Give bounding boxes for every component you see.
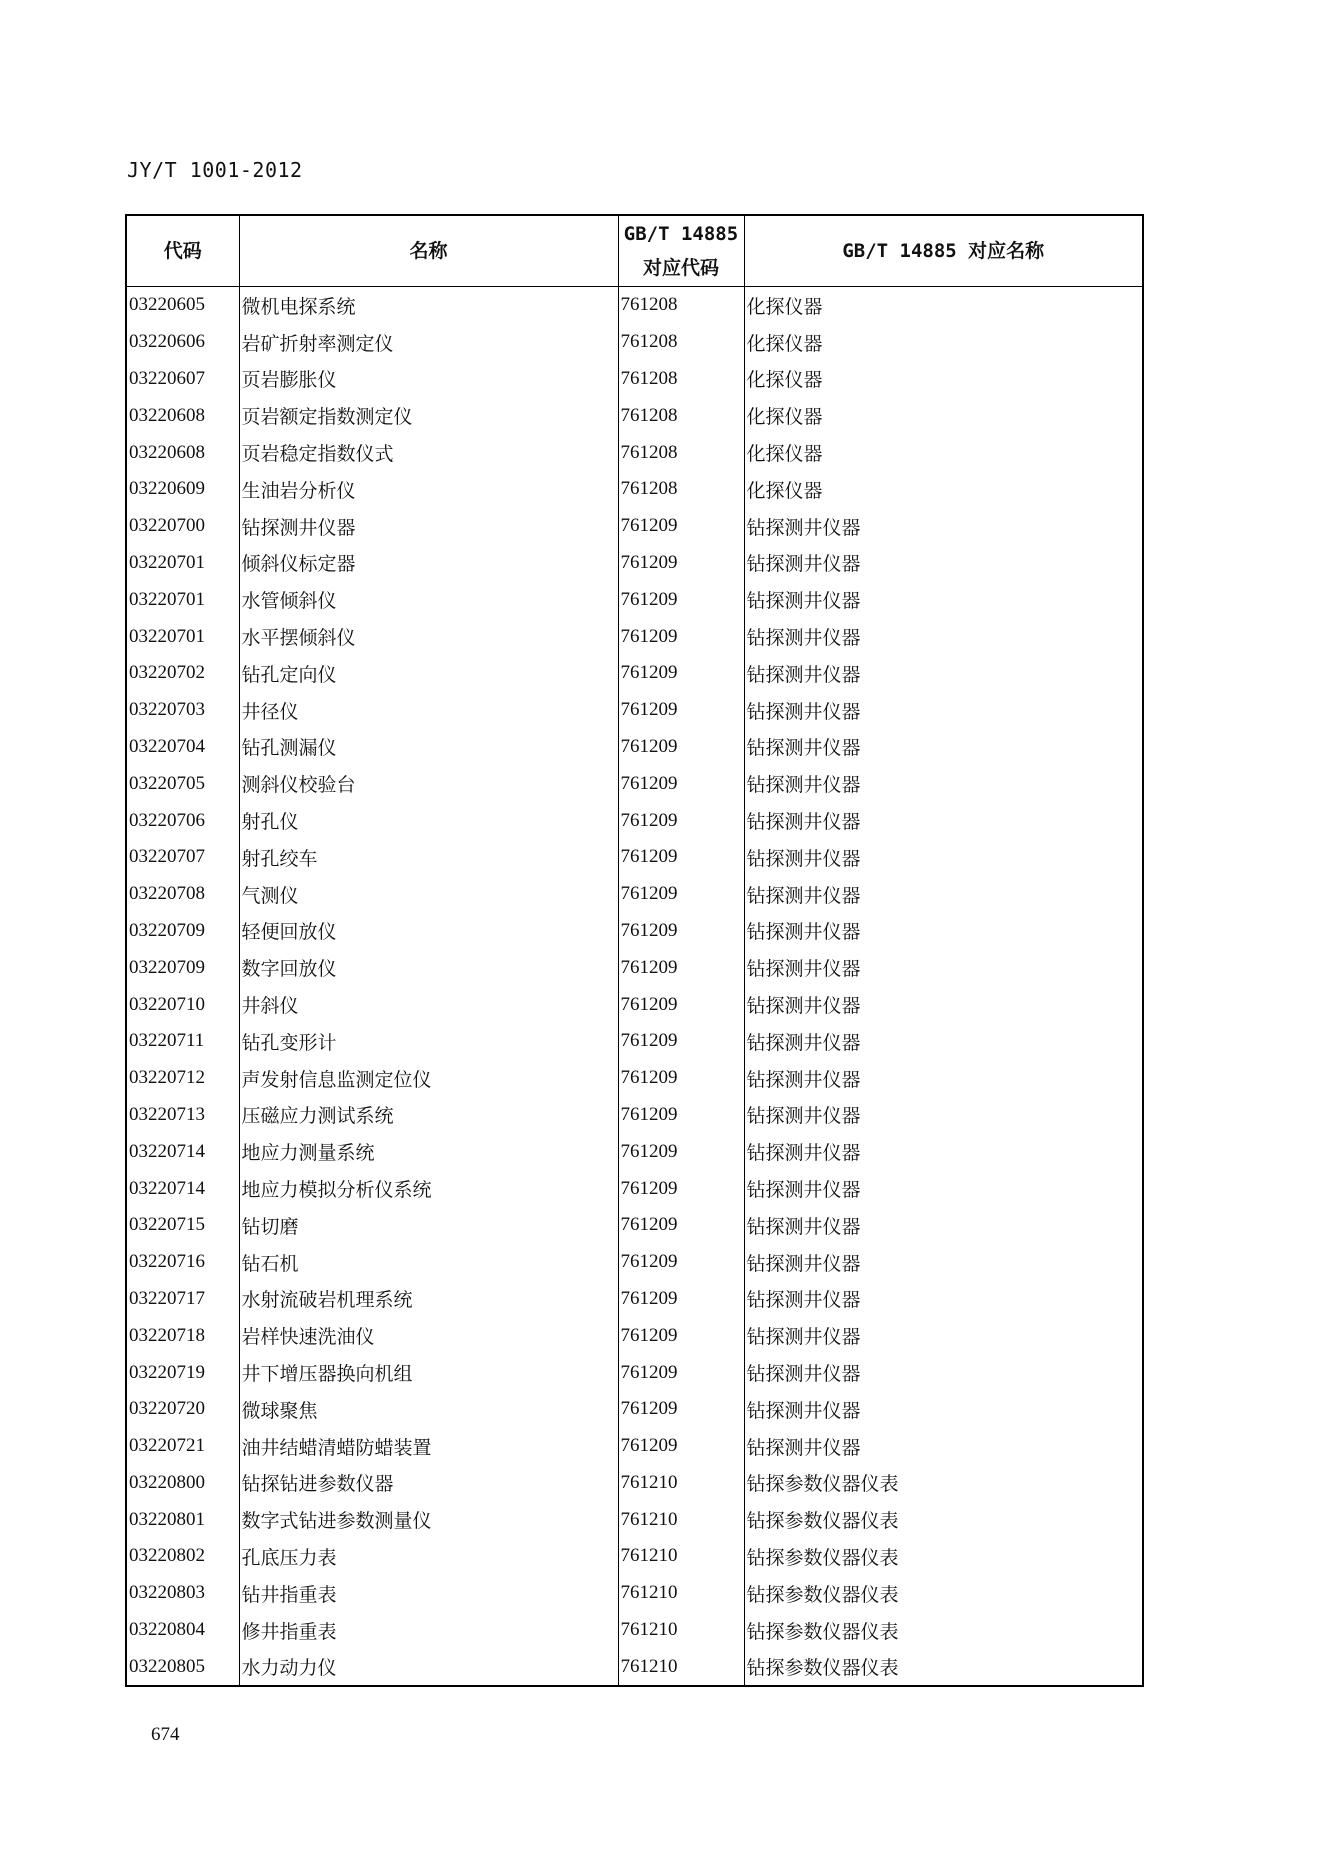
cell-name: 岩矿折射率测定仪: [239, 324, 618, 361]
cell-name: 钻探钻进参数仪器: [239, 1465, 618, 1502]
cell-gbt-name: 钻探测井仪器: [744, 729, 1143, 766]
table-row: [126, 1391, 1143, 1428]
cell-code: 03220708: [126, 876, 239, 913]
cell-gbt-name: 钻探测井仪器: [744, 765, 1143, 802]
cell-code: 03220715: [126, 1207, 239, 1244]
cell-gbt-code: 761210: [618, 1612, 744, 1649]
cell-gbt-name: 钻探测井仪器: [744, 618, 1143, 655]
cell-code: 03220800: [126, 1465, 239, 1502]
cell-name: 轻便回放仪: [239, 913, 618, 950]
column-header-code: 代码: [126, 215, 239, 287]
cell-gbt-code: 761209: [618, 765, 744, 802]
table-row: [126, 471, 1143, 508]
cell-gbt-code: 761209: [618, 949, 744, 986]
cell-name: 地应力测量系统: [239, 1133, 618, 1170]
table-row: [126, 508, 1143, 545]
cell-gbt-code: 761209: [618, 1170, 744, 1207]
table-row: [126, 1538, 1143, 1575]
table-row: [126, 397, 1143, 434]
cell-name: 地应力模拟分析仪系统: [239, 1170, 618, 1207]
cell-name: 井径仪: [239, 692, 618, 729]
cell-gbt-code: 761210: [618, 1575, 744, 1612]
cell-gbt-code: 761208: [618, 361, 744, 398]
cell-name: 岩样快速洗油仪: [239, 1317, 618, 1354]
cell-gbt-code: 761209: [618, 876, 744, 913]
cell-name: 页岩膨胀仪: [239, 361, 618, 398]
cell-gbt-name: 钻探测井仪器: [744, 1281, 1143, 1318]
cell-name: 孔底压力表: [239, 1538, 618, 1575]
cell-code: 03220803: [126, 1575, 239, 1612]
cell-gbt-code: 761208: [618, 324, 744, 361]
table-row: [126, 655, 1143, 692]
cell-gbt-code: 761209: [618, 618, 744, 655]
table-row: [126, 434, 1143, 471]
cell-gbt-name: 钻探测井仪器: [744, 1428, 1143, 1465]
cell-name: 水平摆倾斜仪: [239, 618, 618, 655]
cell-gbt-code: 761209: [618, 581, 744, 618]
table-row: [126, 618, 1143, 655]
table-row: [126, 1133, 1143, 1170]
cell-gbt-code: 761209: [618, 913, 744, 950]
table-row: [126, 545, 1143, 582]
cell-gbt-name: 钻探测井仪器: [744, 876, 1143, 913]
code-table: [125, 214, 1144, 1687]
cell-name: 数字回放仪: [239, 949, 618, 986]
cell-name: 微球聚焦: [239, 1391, 618, 1428]
cell-name: 生油岩分析仪: [239, 471, 618, 508]
cell-code: 03220709: [126, 949, 239, 986]
cell-code: 03220713: [126, 1097, 239, 1134]
cell-name: 钻井指重表: [239, 1575, 618, 1612]
cell-name: 修井指重表: [239, 1612, 618, 1649]
cell-gbt-name: 钻探测井仪器: [744, 1391, 1143, 1428]
cell-code: 03220709: [126, 913, 239, 950]
cell-code: 03220607: [126, 361, 239, 398]
cell-gbt-name: 钻探参数仪器仪表: [744, 1648, 1143, 1686]
cell-name: 钻孔测漏仪: [239, 729, 618, 766]
table-row: [126, 1648, 1143, 1686]
cell-name: 油井结蜡清蜡防蜡装置: [239, 1428, 618, 1465]
table-row: [126, 1354, 1143, 1391]
cell-code: 03220714: [126, 1133, 239, 1170]
table-row: [126, 1023, 1143, 1060]
cell-gbt-code: 761209: [618, 1133, 744, 1170]
cell-gbt-code: 761209: [618, 1281, 744, 1318]
standard-code-header: JY/T 1001-2012: [127, 158, 303, 182]
cell-code: 03220721: [126, 1428, 239, 1465]
column-header-name: 名称: [239, 215, 618, 287]
cell-gbt-name: 钻探测井仪器: [744, 1170, 1143, 1207]
cell-name: 钻孔变形计: [239, 1023, 618, 1060]
cell-gbt-name: 钻探测井仪器: [744, 839, 1143, 876]
table-row: [126, 1097, 1143, 1134]
cell-code: 03220801: [126, 1501, 239, 1538]
table-row: [126, 876, 1143, 913]
cell-name: 声发射信息监测定位仪: [239, 1060, 618, 1097]
cell-gbt-name: 钻探测井仪器: [744, 949, 1143, 986]
cell-gbt-name: 钻探参数仪器仪表: [744, 1465, 1143, 1502]
table-row: [126, 692, 1143, 729]
table-row: [126, 324, 1143, 361]
table-row: [126, 1244, 1143, 1281]
cell-code: 03220720: [126, 1391, 239, 1428]
cell-gbt-code: 761210: [618, 1648, 744, 1686]
cell-code: 03220703: [126, 692, 239, 729]
cell-gbt-name: 钻探测井仪器: [744, 1097, 1143, 1134]
table-row: [126, 1170, 1143, 1207]
cell-gbt-name: 钻探测井仪器: [744, 1354, 1143, 1391]
cell-gbt-name: 钻探测井仪器: [744, 581, 1143, 618]
cell-code: 03220805: [126, 1648, 239, 1686]
cell-code: 03220711: [126, 1023, 239, 1060]
cell-code: 03220717: [126, 1281, 239, 1318]
cell-gbt-code: 761208: [618, 434, 744, 471]
cell-name: 倾斜仪标定器: [239, 545, 618, 582]
cell-gbt-code: 761209: [618, 1244, 744, 1281]
cell-gbt-code: 761208: [618, 287, 744, 324]
cell-gbt-name: 化探仪器: [744, 361, 1143, 398]
cell-code: 03220804: [126, 1612, 239, 1649]
cell-gbt-name: 钻探测井仪器: [744, 545, 1143, 582]
cell-name: 水管倾斜仪: [239, 581, 618, 618]
table-row: [126, 949, 1143, 986]
table-header-row: [126, 215, 1143, 287]
column-header-gbt-name: GB/T 14885 对应名称: [744, 215, 1143, 287]
table-row: [126, 1060, 1143, 1097]
table-row: [126, 1575, 1143, 1612]
cell-name: 气测仪: [239, 876, 618, 913]
cell-name: 钻石机: [239, 1244, 618, 1281]
table-row: [126, 1428, 1143, 1465]
cell-gbt-name: 钻探测井仪器: [744, 655, 1143, 692]
cell-gbt-code: 761209: [618, 1023, 744, 1060]
cell-gbt-name: 钻探参数仪器仪表: [744, 1501, 1143, 1538]
cell-name: 页岩额定指数测定仪: [239, 397, 618, 434]
cell-gbt-code: 761209: [618, 1428, 744, 1465]
cell-name: 钻探测井仪器: [239, 508, 618, 545]
cell-gbt-name: 化探仪器: [744, 471, 1143, 508]
cell-gbt-name: 化探仪器: [744, 434, 1143, 471]
cell-name: 射孔仪: [239, 802, 618, 839]
cell-code: 03220608: [126, 434, 239, 471]
cell-code: 03220707: [126, 839, 239, 876]
cell-gbt-name: 钻探测井仪器: [744, 986, 1143, 1023]
cell-gbt-code: 761209: [618, 545, 744, 582]
cell-gbt-code: 761209: [618, 1354, 744, 1391]
column-header-gbt-code-line1: GB/T 14885: [623, 223, 739, 245]
cell-code: 03220608: [126, 397, 239, 434]
cell-gbt-name: 钻探测井仪器: [744, 1207, 1143, 1244]
cell-gbt-code: 761208: [618, 397, 744, 434]
table-row: [126, 765, 1143, 802]
cell-gbt-name: 化探仪器: [744, 397, 1143, 434]
cell-gbt-name: 钻探测井仪器: [744, 1023, 1143, 1060]
cell-name: 钻切磨: [239, 1207, 618, 1244]
table-row: [126, 1612, 1143, 1649]
cell-name: 测斜仪校验台: [239, 765, 618, 802]
cell-gbt-code: 761209: [618, 729, 744, 766]
cell-name: 井斜仪: [239, 986, 618, 1023]
cell-name: 水射流破岩机理系统: [239, 1281, 618, 1318]
cell-code: 03220706: [126, 802, 239, 839]
table-body: [126, 287, 1143, 1687]
cell-gbt-name: 钻探参数仪器仪表: [744, 1575, 1143, 1612]
cell-gbt-name: 化探仪器: [744, 287, 1143, 324]
cell-gbt-code: 761209: [618, 802, 744, 839]
cell-gbt-code: 761210: [618, 1465, 744, 1502]
cell-code: 03220705: [126, 765, 239, 802]
cell-gbt-name: 钻探参数仪器仪表: [744, 1538, 1143, 1575]
cell-gbt-name: 钻探测井仪器: [744, 1244, 1143, 1281]
table-row: [126, 1501, 1143, 1538]
table-row: [126, 287, 1143, 324]
table-row: [126, 1317, 1143, 1354]
table-row: [126, 1281, 1143, 1318]
cell-gbt-code: 761209: [618, 508, 744, 545]
cell-name: 水力动力仪: [239, 1648, 618, 1686]
cell-gbt-code: 761209: [618, 986, 744, 1023]
cell-gbt-code: 761208: [618, 471, 744, 508]
cell-name: 压磁应力测试系统: [239, 1097, 618, 1134]
cell-name: 微机电探系统: [239, 287, 618, 324]
cell-gbt-name: 钻探参数仪器仪表: [744, 1612, 1143, 1649]
table-row: [126, 1465, 1143, 1502]
cell-code: 03220700: [126, 508, 239, 545]
cell-code: 03220701: [126, 581, 239, 618]
cell-code: 03220609: [126, 471, 239, 508]
table-row: [126, 1207, 1143, 1244]
cell-name: 井下增压器换向机组: [239, 1354, 618, 1391]
cell-code: 03220719: [126, 1354, 239, 1391]
cell-code: 03220802: [126, 1538, 239, 1575]
cell-gbt-code: 761210: [618, 1501, 744, 1538]
cell-gbt-name: 钻探测井仪器: [744, 508, 1143, 545]
cell-code: 03220702: [126, 655, 239, 692]
column-header-gbt-code: [618, 215, 744, 287]
table-row: [126, 839, 1143, 876]
table-row: [126, 802, 1143, 839]
cell-gbt-name: 钻探测井仪器: [744, 913, 1143, 950]
cell-gbt-code: 761209: [618, 1097, 744, 1134]
cell-name: 页岩稳定指数仪式: [239, 434, 618, 471]
cell-name: 射孔绞车: [239, 839, 618, 876]
cell-code: 03220606: [126, 324, 239, 361]
cell-gbt-name: 钻探测井仪器: [744, 1317, 1143, 1354]
cell-gbt-code: 761209: [618, 655, 744, 692]
table-row: [126, 913, 1143, 950]
cell-code: 03220714: [126, 1170, 239, 1207]
cell-code: 03220718: [126, 1317, 239, 1354]
table-row: [126, 729, 1143, 766]
cell-code: 03220701: [126, 545, 239, 582]
cell-name: 钻孔定向仪: [239, 655, 618, 692]
cell-gbt-code: 761209: [618, 839, 744, 876]
cell-gbt-name: 钻探测井仪器: [744, 692, 1143, 729]
cell-gbt-code: 761209: [618, 692, 744, 729]
page-number: 674: [151, 1724, 180, 1745]
cell-gbt-name: 钻探测井仪器: [744, 1133, 1143, 1170]
column-header-gbt-code-line2: 对应代码: [642, 257, 719, 279]
cell-code: 03220712: [126, 1060, 239, 1097]
cell-name: 数字式钻进参数测量仪: [239, 1501, 618, 1538]
cell-code: 03220710: [126, 986, 239, 1023]
cell-gbt-code: 761209: [618, 1207, 744, 1244]
cell-gbt-code: 761209: [618, 1317, 744, 1354]
cell-gbt-code: 761209: [618, 1391, 744, 1428]
cell-gbt-name: 化探仪器: [744, 324, 1143, 361]
table-row: [126, 986, 1143, 1023]
cell-gbt-name: 钻探测井仪器: [744, 802, 1143, 839]
cell-gbt-code: 761210: [618, 1538, 744, 1575]
table-row: [126, 361, 1143, 398]
cell-code: 03220605: [126, 287, 239, 324]
cell-code: 03220701: [126, 618, 239, 655]
cell-gbt-name: 钻探测井仪器: [744, 1060, 1143, 1097]
cell-gbt-code: 761209: [618, 1060, 744, 1097]
cell-code: 03220704: [126, 729, 239, 766]
table-row: [126, 581, 1143, 618]
cell-code: 03220716: [126, 1244, 239, 1281]
